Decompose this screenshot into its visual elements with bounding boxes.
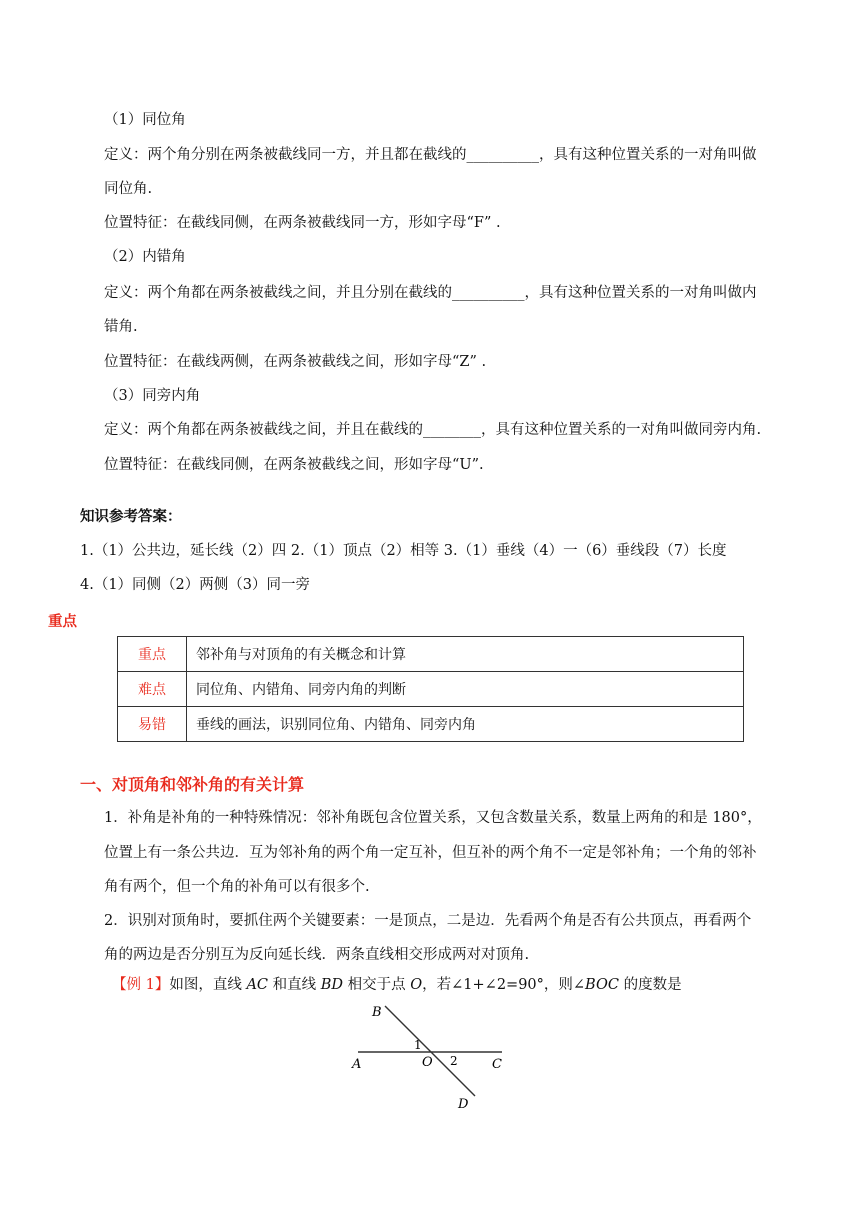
example-tag: 【例 1】 bbox=[112, 977, 170, 993]
table-row bbox=[118, 637, 744, 672]
label-b: B bbox=[372, 1005, 382, 1020]
example-text: 的度数是 bbox=[618, 977, 682, 993]
var-o: O bbox=[410, 977, 423, 993]
var-bd: BD bbox=[320, 977, 344, 993]
section1-p1-line1: 1．补角是补角的一种特殊情况：邻补角既包含位置关系，又包含数量关系，数量上两角的和是 180°， bbox=[104, 810, 762, 826]
example-text: 如图，直线 bbox=[169, 977, 247, 993]
example-text: 和直线 bbox=[268, 977, 321, 993]
label-angle1: 1 bbox=[414, 1038, 422, 1052]
label-o: O bbox=[422, 1055, 433, 1070]
example-text: ，若∠1+∠2=90°，则∠ bbox=[422, 977, 586, 993]
section1-title: 一、对顶角和邻补角的有关计算 bbox=[80, 775, 305, 794]
line-bd bbox=[385, 1006, 475, 1096]
section1-p1-line3: 角有两个，但一个角的补角可以有很多个. bbox=[104, 879, 370, 895]
example-1 bbox=[112, 975, 682, 995]
neicuo-title: （2）内错角 bbox=[104, 249, 186, 265]
tongwei-definition-line1: 定义：两个角分别在两条被截线同一方，并且都在截线的__________，具有这种位置关系的一对角叫做 bbox=[104, 147, 757, 163]
neicuo-definition-line2: 错角. bbox=[104, 319, 138, 335]
neicuo-position: 位置特征：在截线两侧，在两条被截线之间，形如字母“Z” . bbox=[104, 354, 487, 370]
tongwei-position: 位置特征：在截线同侧，在两条被截线同一方，形如字母“F” . bbox=[104, 215, 501, 231]
table-row bbox=[118, 672, 744, 707]
row-label-yicuo: 易错 bbox=[118, 707, 187, 742]
answers-line2: 4.（1）同侧（2）两侧（3）同一旁 bbox=[80, 577, 311, 593]
tongwei-definition-line2: 同位角. bbox=[104, 181, 153, 197]
answers-line1: 1.（1）公共边，延长线（2）四 2.（1）顶点（2）相等 3.（1）垂线（4）一（6）垂线段（7）长度 bbox=[80, 543, 727, 559]
tongwei-title: （1）同位角 bbox=[104, 112, 186, 128]
row-text: 邻补角与对顶角的有关概念和计算 bbox=[187, 637, 744, 672]
var-ac: AC bbox=[246, 977, 269, 993]
answers-title: 知识参考答案： bbox=[80, 508, 182, 525]
row-label-zhongdian: 重点 bbox=[118, 637, 187, 672]
intersecting-lines-figure bbox=[340, 1000, 530, 1110]
label-c: C bbox=[492, 1057, 502, 1072]
neicuo-definition-line1: 定义：两个角都在两条被截线之间，并且分别在截线的__________，具有这种位置关系的一对角叫做内 bbox=[104, 285, 757, 301]
row-label-nandian: 难点 bbox=[118, 672, 187, 707]
tongpang-position: 位置特征：在截线同侧，在两条被截线之间，形如字母“U”. bbox=[104, 457, 484, 473]
section1-p2-line2: 角的两边是否分别互为反向延长线．两条直线相交形成两对对顶角. bbox=[104, 947, 530, 963]
key-points-header: 重点 bbox=[48, 614, 77, 630]
section1-p1-line2: 位置上有一条公共边．互为邻补角的两个角一定互补，但互补的两个角不一定是邻补角；一个角的邻补 bbox=[104, 845, 757, 861]
tongpang-definition: 定义：两个角都在两条被截线之间，并且在截线的________，具有这种位置关系的一对角叫做同旁内角. bbox=[104, 422, 762, 438]
tongpang-title: （3）同旁内角 bbox=[104, 388, 201, 404]
label-a: A bbox=[352, 1057, 362, 1072]
row-text: 同位角、内错角、同旁内角的判断 bbox=[187, 672, 744, 707]
table-row bbox=[118, 707, 744, 742]
example-text: 相交于点 bbox=[343, 977, 411, 993]
label-d: D bbox=[458, 1097, 469, 1110]
section1-p2-line1: 2．识别对顶角时，要抓住两个关键要素：一是顶点，二是边．先看两个角是否有公共顶点，再看两个 bbox=[104, 913, 752, 929]
key-points-table bbox=[117, 636, 744, 742]
row-text: 垂线的画法，识别同位角、内错角、同旁内角 bbox=[187, 707, 744, 742]
label-angle2: 2 bbox=[450, 1054, 458, 1068]
var-boc: BOC bbox=[585, 977, 619, 993]
